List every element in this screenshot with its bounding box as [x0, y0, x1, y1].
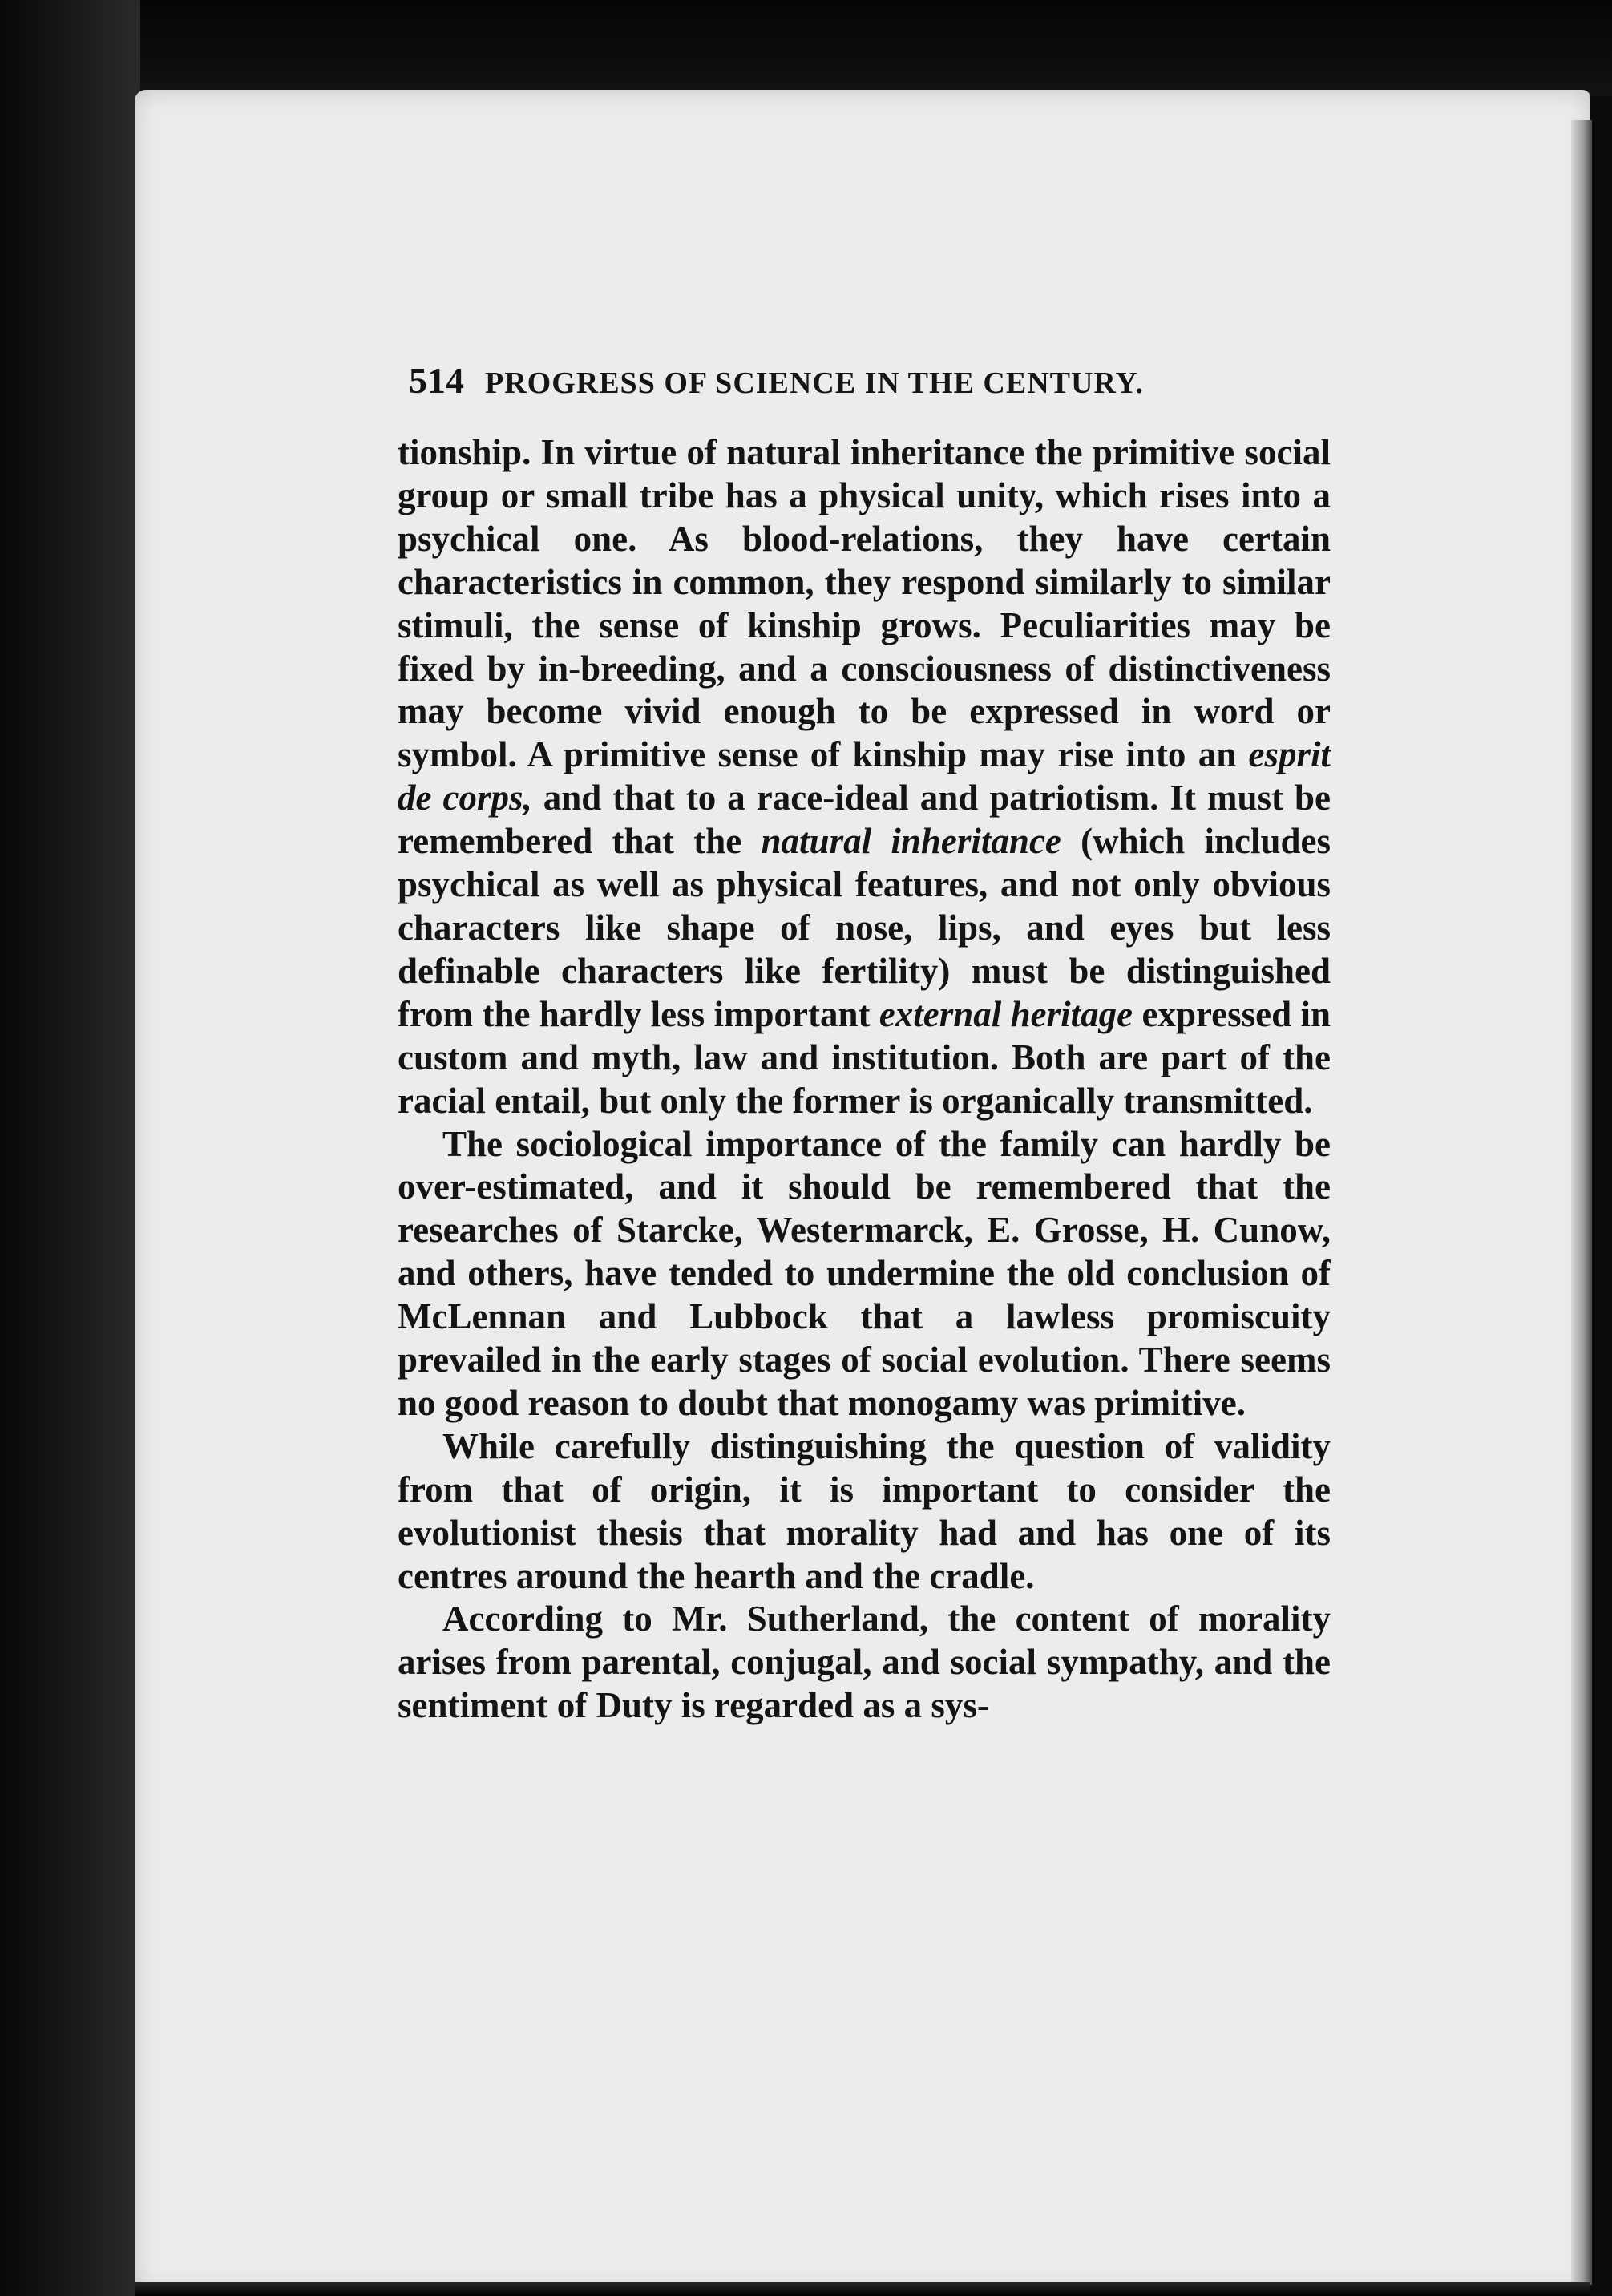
- italic-phrase: esprit de corps,: [398, 734, 1331, 819]
- text-run: (which includes psychical as well as physical features, and not only obvious characters like shape of nose, lips, and eyes but less definable characters like fertility) must be distinguished from the hardly less important: [398, 821, 1331, 1034]
- text-run: tionship. In virtue of natural inheritance the primitive social group or small tribe has a physical unity, which rises into a psychical one. As blood-relations, they have certain characteristics in common, they respond similarly to similar stimuli, the sense of kinship grows. Peculiarities may be fixed by in-breeding, and a consciousness of distinctiveness may become vivid enough to be expressed in word or symbol. A primitive sense of kinship may rise into an: [398, 432, 1331, 775]
- body-text: [398, 431, 1331, 1728]
- running-head: [409, 359, 1331, 402]
- running-title: PROGRESS OF SCIENCE IN THE CENTURY.: [485, 366, 1144, 400]
- italic-phrase: external heritage: [879, 993, 1133, 1034]
- italic-phrase: natural inheritance: [761, 821, 1061, 862]
- paragraph-1: [398, 431, 1331, 1123]
- paragraph-2: The sociological importance of the family can hardly be over-estimated, and it should be remembered that the researches of Starcke, Westermarck, E. Grosse, H. Cunow, and others, have tended to undermine the old conclusion of McLennan and Lubbock that a lawless promiscuity prevailed in the early stages of social evolution. There seems no good reason to doubt that monogamy was primitive.: [398, 1123, 1331, 1423]
- page-number: 514: [409, 360, 464, 401]
- scan-top-border: [0, 0, 1612, 96]
- page-edge-right: [1571, 120, 1592, 2285]
- text-run: and that to a race-ideal and patriotism. It must be remembered that the: [398, 778, 1331, 862]
- page-edge-bottom: [135, 2282, 1590, 2296]
- paragraph-3: While carefully distinguishing the question of validity from that of origin, it is important to consider the evolutionist thesis that morality had and has one of its centres around the hearth and the cradle.: [398, 1425, 1331, 1596]
- scan-left-border: [0, 0, 140, 2296]
- text-run: expressed in custom and myth, law and institution. Both are part of the racial entail, but only the former is organically transmitted.: [398, 993, 1331, 1121]
- paragraph-4: According to Mr. Sutherland, the content of morality arises from parental, conjugal, and social sympathy, and the sentiment of Duty is regarded as a sys-: [398, 1599, 1331, 1726]
